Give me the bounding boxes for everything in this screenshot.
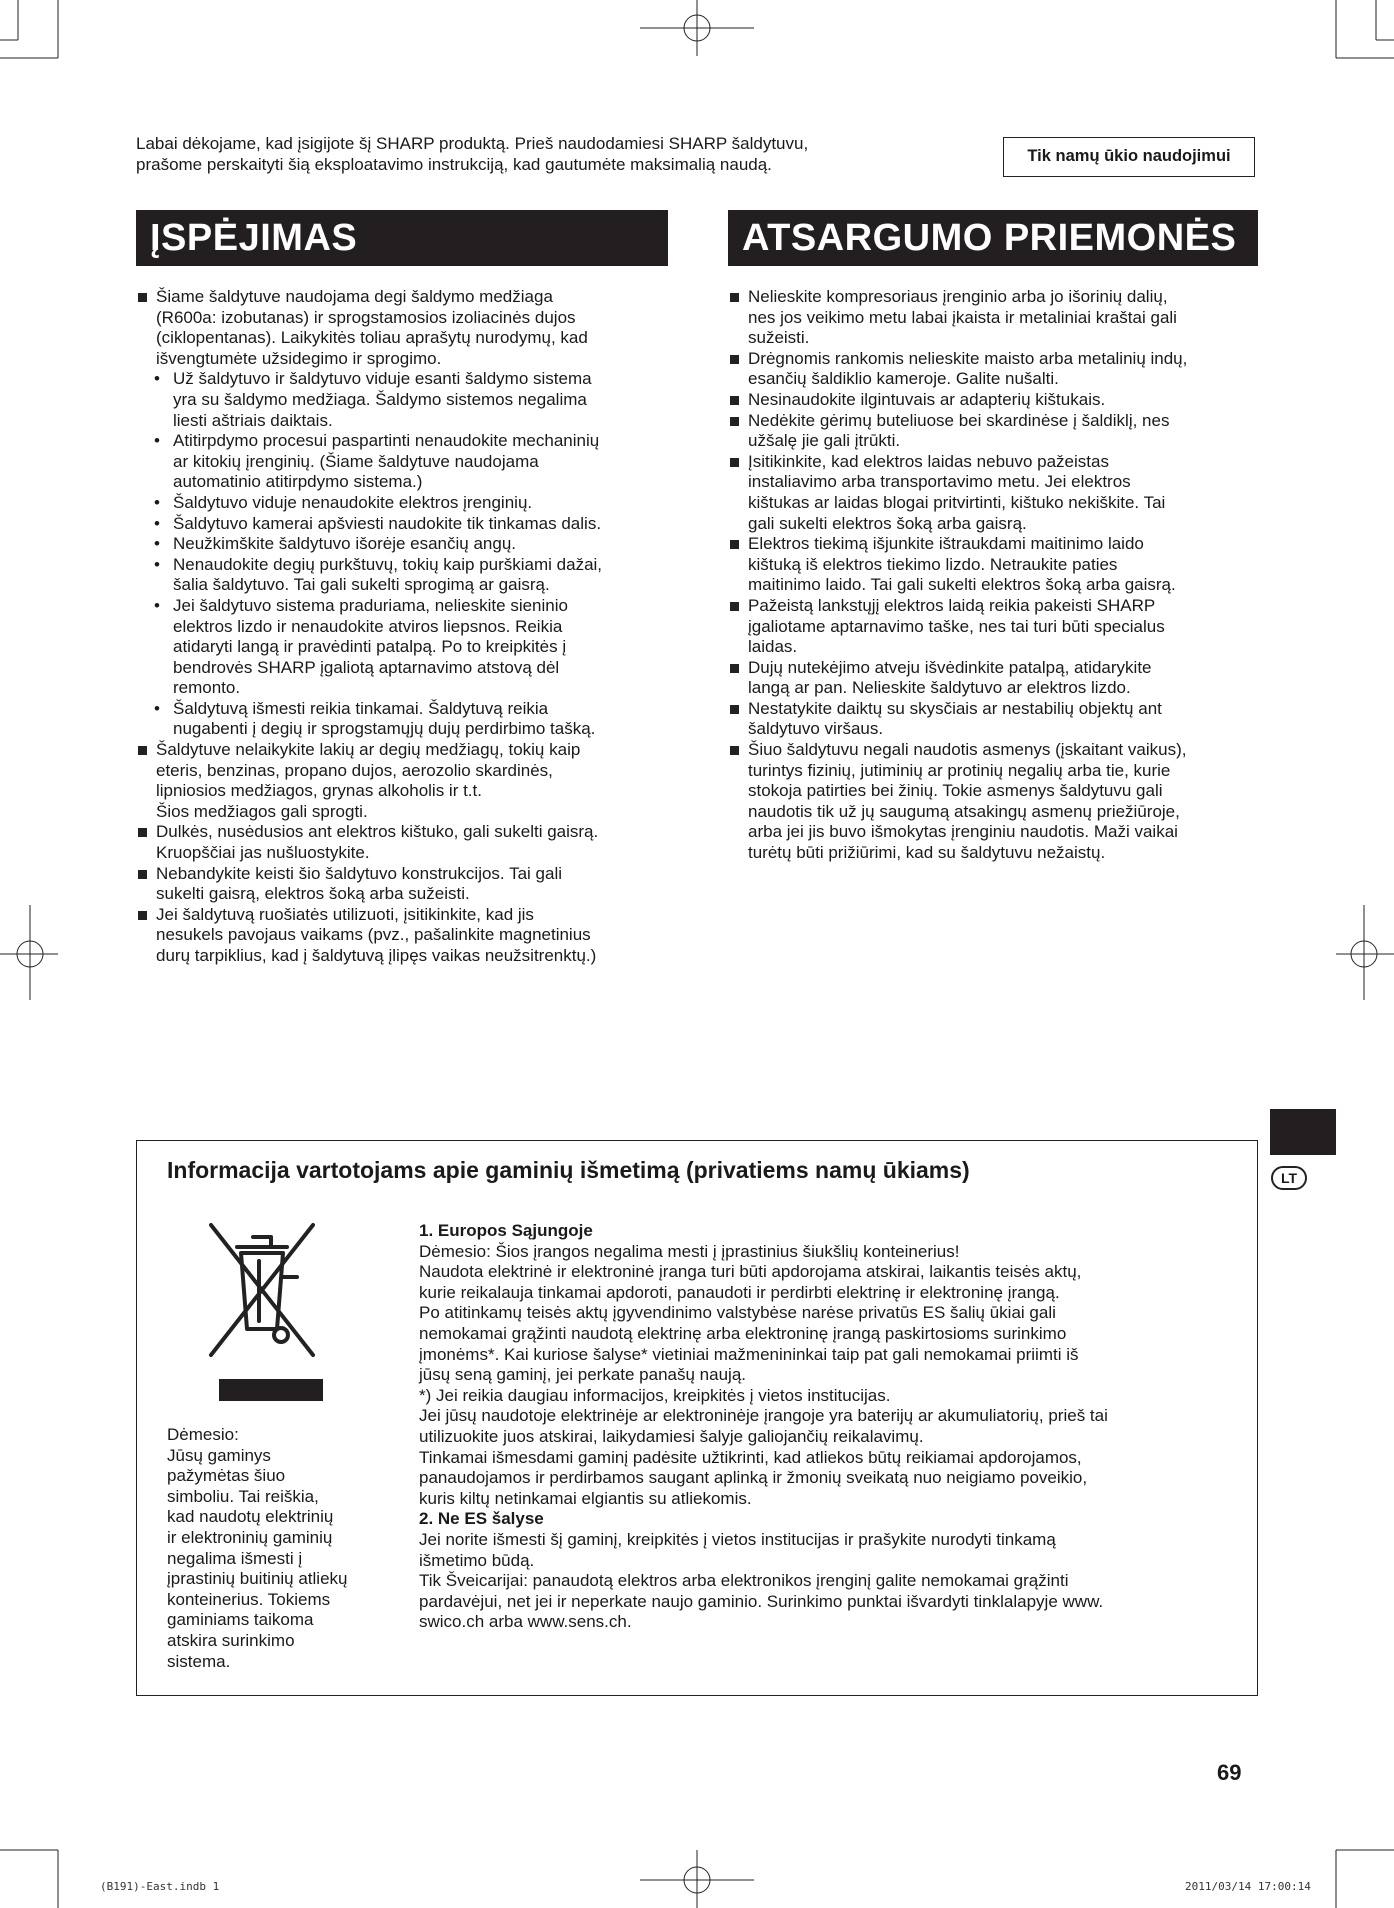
list-item bbox=[728, 596, 1250, 658]
list-item bbox=[136, 740, 674, 822]
sub-list-item-text: • Šaldytuvo kamerai apšviesti naudokite tik tinkamas dalis. bbox=[173, 513, 602, 533]
household-use-badge: Tik namų ūkio naudojimui bbox=[1003, 137, 1255, 177]
list-item-text: Nebandykite keisti šio šaldytuvo konstrukcijos. Tai gali sukelti gaisrą, elektros šoką arba sužeisti. bbox=[156, 863, 562, 904]
section-2-text: Jei norite išmesti šį gaminį, kreipkitės į vietos institucijas ir prašykite nurodyti tinkamą išmetimo būdą. Tik Šveicarijai: panaudotą elektros arba elektronikos įrenginį galite nemokamai grąžinti pardavėjui, net jei ir neperkate naujo gaminio. Surinkimo punktai išvardyti tinklalapyje www. swico.ch arba www.sens.ch. bbox=[419, 1529, 1104, 1632]
section-2-heading: 2. Ne ES šalyse bbox=[419, 1509, 544, 1529]
list-item-text: Nesinaudokite ilgintuvais ar adapterių kištukais. bbox=[748, 389, 1106, 409]
list-item bbox=[728, 452, 1250, 534]
sub-list-item-text: • Šaldytuvo viduje nenaudokite elektros įrenginių. bbox=[173, 492, 533, 512]
list-item bbox=[136, 905, 674, 967]
list-item bbox=[136, 822, 674, 863]
list-item-text: Nestatykite daiktų su skysčiais ar nestabilių objektų ant šaldytuvo viršaus. bbox=[748, 698, 1162, 739]
sub-list-item-text: • Nenaudokite degių purkštuvų, tokių kaip purškiami dažai, šalia šaldytuvo. Tai gali sukelti sprogimą ar gaisrą. bbox=[173, 554, 603, 595]
caution-list bbox=[728, 287, 1250, 864]
list-item-text: Dulkės, nusėdusios ant elektros kištuko, gali sukelti gaisrą. Kruopščiai jas nušluostykite. bbox=[156, 822, 599, 863]
footer-timestamp: 2011/03/14 17:00:14 bbox=[1185, 1880, 1311, 1893]
caution-heading: ATSARGUMO PRIEMONĖS bbox=[728, 210, 1258, 266]
section-1-text: Dėmesio: Šios įrangos negalima mesti į įprastinius šiukšlių konteinerius! Naudota elektrinė ir elektroninė įranga turi būti apdorojama atskirai, laikantis teisės aktų, kurie reikalauja tinkamai apdoroti, panaudoti ir perdirbti elektrinę ir elektroninę įrangą. Po atitinkamų teisės aktų įgyvendinimo valstybėse narėse privatūs ES šalių ūkiai gali nemokamai grąžinti naudotą elektrinę arba elektroninę įrangą paskirtosioms surinkimo įmonėms*. Kai kuriose šalyse* vietiniai mažmenininkai taip pat gali nemokamai priimti iš jūsų seną gaminį, jei perkate panašų naują. *) Jei reikia daugiau informacijos, kreipkitės į vietos institucijas. Jei jūsų naudotoje elektrinėje ar elektroninėje įrangoje yra baterijų ar akumuliatorių, prieš tai utilizuokite juos atskirai, laikydamiesi šalyje galiojančių reikalavimų. Tinkamai išmesdami gaminį padėsite užtikrinti, kad atliekos būtų reikiamai apdorojamos, panaudojamos ir perdirbamos saugant aplinką ir žmonių sveikatą nuo neigiamo poveikio, kuris kiltų netinkamai elgiantis su atliekomis. bbox=[419, 1241, 1108, 1508]
list-item-text: Įsitikinkite, kad elektros laidas nebuvo pažeistas instaliavimo arba transportavimo metu. Jei elektros kištukas ar laidas blogai pritvirtinti, kištuko nekiškite. Tai gali sukelti elektros šoką arba gaisrą. bbox=[748, 451, 1166, 533]
disposal-info-box bbox=[136, 1140, 1258, 1696]
list-item-text: Elektros tiekimą išjunkite ištraukdami maitinimo laido kištuką iš elektros tiekimo lizdo. Netraukite paties maitinimo laido. Tai gali sukelti elektros šoką arba gaisrą. bbox=[748, 534, 1176, 595]
list-item bbox=[728, 534, 1250, 596]
list-item-text: Drėgnomis rankomis nelieskite maisto arba metalinių indų, esančių šaldiklio kameroje. Galite nušalti. bbox=[748, 348, 1188, 389]
list-item-text: Dujų nutekėjimo atveju išvėdinkite patalpą, atidarykite langą ar pan. Nelieskite šaldytuvo ar elektros lizdo. bbox=[748, 657, 1152, 698]
crossed-out-bin-icon bbox=[203, 1217, 321, 1367]
sub-list-item bbox=[136, 369, 674, 431]
list-item bbox=[728, 411, 1250, 452]
sub-list-item bbox=[136, 493, 674, 514]
sub-list-item-text: • Neužkimškite šaldytuvo išorėje esančių angų. bbox=[173, 534, 517, 554]
warning-heading: ĮSPĖJIMAS bbox=[136, 210, 668, 266]
sub-list-item bbox=[136, 431, 674, 493]
notice-text: Dėmesio: Jūsų gaminys pažymėtas šiuo simboliu. Tai reiškia, kad naudotų elektrinių ir elektroninių gaminių negalima išmesti į įprastinių buitinių atliekų konteinerius. Tokiems gaminiams taikoma atskira surinkimo sistema. bbox=[167, 1425, 348, 1671]
list-item bbox=[728, 349, 1250, 390]
list-item bbox=[728, 740, 1250, 864]
sub-list-item-text: • Šaldytuvą išmesti reikia tinkamai. Šaldytuvą reikia nugabenti į degių ir sprogstamųjų dujų perdirbimo tašką. bbox=[173, 698, 596, 739]
list-item-text: Jei šaldytuvą ruošiatės utilizuoti, įsitikinkite, kad jis nesukels pavojaus vaikams (pvz., pašalinkite magnetinius durų tarpiklius, kad į šaldytuvą įlipęs vaikas neužsitrenktų.) bbox=[156, 904, 597, 965]
list-item bbox=[728, 699, 1250, 740]
list-item bbox=[728, 390, 1250, 411]
sub-list-item bbox=[136, 514, 674, 535]
list-item bbox=[136, 287, 674, 369]
list-item-text: Šaldytuve nelaikykite lakių ar degių medžiagų, tokių kaip eteris, benzinas, propano dujos, aerozolio skardinės, lipniosios medžiagos, grynas alkoholis ir t.t. Šios medžiagos gali sprogti. bbox=[156, 740, 581, 821]
list-item bbox=[728, 287, 1250, 349]
sub-list-item-text: • Už šaldytuvo ir šaldytuvo viduje esanti šaldymo sistema yra su šaldymo medžiaga. Šaldymo sistemos negalima liesti aštriais daiktais. bbox=[173, 369, 592, 430]
sub-list-item bbox=[136, 596, 674, 699]
sub-list-item bbox=[136, 534, 674, 555]
list-item bbox=[136, 864, 674, 905]
info-main bbox=[419, 1221, 1239, 1633]
list-item-text: Nelieskite kompresoriaus įrenginio arba jo išorinių dalių, nes jos veikimo metu labai įkaista ir metaliniai kraštai gali sužeisti. bbox=[748, 287, 1177, 348]
page-number: 69 bbox=[1217, 1760, 1242, 1785]
warning-list bbox=[136, 287, 674, 967]
list-item-text: Šiuo šaldytuvu negali naudotis asmenys (įskaitant vaikus), turintys fizinių, jutiminių ar protinių negalių arba tie, kurie stokoja patirties bei žinių. Tokie asmenys šaldytuvu gali naudotis tik už jų saugumą atsakingų asmenų priežiūroje, arba jei jis buvo išmokytas įrenginiu naudotis. Maži vaikai turėtų būti prižiūrimi, kad su šaldytuvu nežaistų. bbox=[748, 740, 1187, 863]
list-item-text: Nedėkite gėrimų buteliuose bei skardinėse į šaldiklį, nes užšalę jie gali įtrūkti. bbox=[748, 410, 1170, 451]
footer-file-info: (B191)-East.indb 1 bbox=[100, 1880, 220, 1893]
sub-list-item-text: • Jei šaldytuvo sistema praduriama, nelieskite sieninio elektros lizdo ir nenaudokite atviros liepsnos. Reikia atidaryti langą ir pravėdinti patalpą. Po to kreipkitės į bendrovės SHARP įgaliotą aptarnavimo atstovą dėl remonto. bbox=[173, 595, 568, 698]
list-item bbox=[728, 658, 1250, 699]
language-badge: LT bbox=[1271, 1166, 1307, 1190]
section-1-heading: 1. Europos Sąjungoje bbox=[419, 1221, 593, 1240]
list-item-text: Pažeistą lankstųjį elektros laidą reikia pakeisti SHARP įgaliotame aptarnavimo taške, nes tai turi būti specialus laidas. bbox=[748, 595, 1165, 657]
intro-text: Labai dėkojame, kad įsigijote šį SHARP produktą. Prieš naudodamiesi SHARP šaldytuvu, prašome perskaityti šią eksploatavimo instrukciją, kad gautumėte maksimalią naudą. bbox=[136, 134, 809, 174]
sub-list-item bbox=[136, 555, 674, 596]
language-tab bbox=[1270, 1109, 1336, 1155]
sub-list-item-text: • Atitirpdymo procesui paspartinti nenaudokite mechaninių ar kitokių įrenginių. (Šiame šaldytuve naudojama automatinio atitirpdymo sistema.) bbox=[173, 431, 600, 492]
sub-list-item bbox=[136, 699, 674, 740]
info-title: Informacija vartotojams apie gaminių išmetimą (privatiems namų ūkiams) bbox=[167, 1157, 970, 1183]
list-item-text: Šiame šaldytuve naudojama degi šaldymo medžiaga (R600a: izobutanas) ir sprogstamosios izoliacinės dujos (ciklopentanas). Laikykitės toliau aprašytų nurodymų, kad išvengtumėte užsidegimo ir sprogimo. bbox=[156, 287, 588, 368]
black-bar-symbol bbox=[219, 1379, 323, 1401]
